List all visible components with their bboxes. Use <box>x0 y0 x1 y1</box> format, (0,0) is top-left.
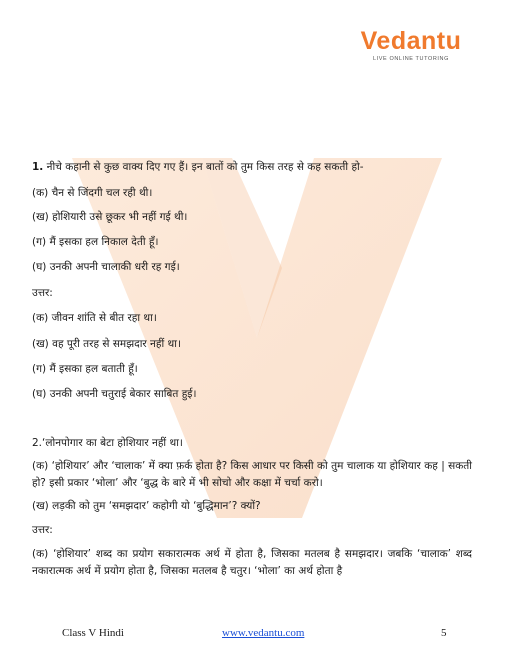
q1-answer-3: (ग) मैं इसका हल बताती हूँ। <box>32 363 138 375</box>
vedantu-logo <box>352 28 470 62</box>
q2-part-kha: (ख) लड़की को तुम ‘समझदार’ कहोगी यो ‘बुद्धिमान’? क्यों? <box>32 500 261 512</box>
q1-answer-label: उत्तर: <box>32 287 53 299</box>
footer-class-label: Class V Hindi <box>62 627 124 639</box>
q1-item-4: (घ) उनकी अपनी चालाकी धरी रह गई। <box>32 261 180 273</box>
q1-item-3: (ग) मैं इसका हल निकाल देती हूँ। <box>32 236 159 248</box>
logo-tagline: LIVE ONLINE TUTORING <box>373 56 449 62</box>
q2-heading: 2.‘लोनपोगार का बेटा होशियार नहीं था। <box>32 437 183 449</box>
q1-answer-4: (घ) उनकी अपनी चतुराई बेकार साबित हुई। <box>32 388 197 400</box>
q2-answer-ka: (क) ‘होशियार’ शब्द का प्रयोग सकारात्मक अर्थ में होता है, जिसका मतलब है समझदार। जबकि ‘चालाक’ शब्द नकारात्मक अर्थ में प्रयोग होता है, जिसका मतलब है चतुर। ‘भोला’ का अर्थ होता है <box>32 548 472 577</box>
q1-prompt <box>32 160 364 174</box>
q1-item-2: (ख) होशियारी उसे छूकर भी नहीं गई थी। <box>32 211 188 223</box>
q1-answer-2: (ख) वह पूरी तरह से समझदार नहीं था। <box>32 338 181 350</box>
q1-answer-1: (क) जीवन शांति से बीत रहा था। <box>32 312 157 324</box>
q1-prompt-text: नीचे कहानी से कुछ वाक्य दिए गए हैं। इन बातों को तुम किस तरह से कह सकती हो- <box>46 161 364 173</box>
page-number: 5 <box>441 627 447 639</box>
q2-answer-label: उत्तर: <box>32 524 53 536</box>
q1-number: 1. <box>32 161 44 173</box>
q1-item-1: (क) चैन से जिंदगी चल रही थी। <box>32 187 153 199</box>
footer-website-link[interactable]: www.vedantu.com <box>222 627 305 639</box>
logo-wordmark: Vedantu <box>360 27 462 55</box>
q2-part-ka: (क) ‘होशियार’ और ‘चालाक’ में क्या फ़र्क होता है? किस आधार पर किसी को तुम चालाक या होशियार कह | सकती हो? इसी प्रकार ‘भोला’ और ‘बुद्ध के बारे में भी सोचो और कक्षा में चर्चा करो। <box>32 460 472 489</box>
